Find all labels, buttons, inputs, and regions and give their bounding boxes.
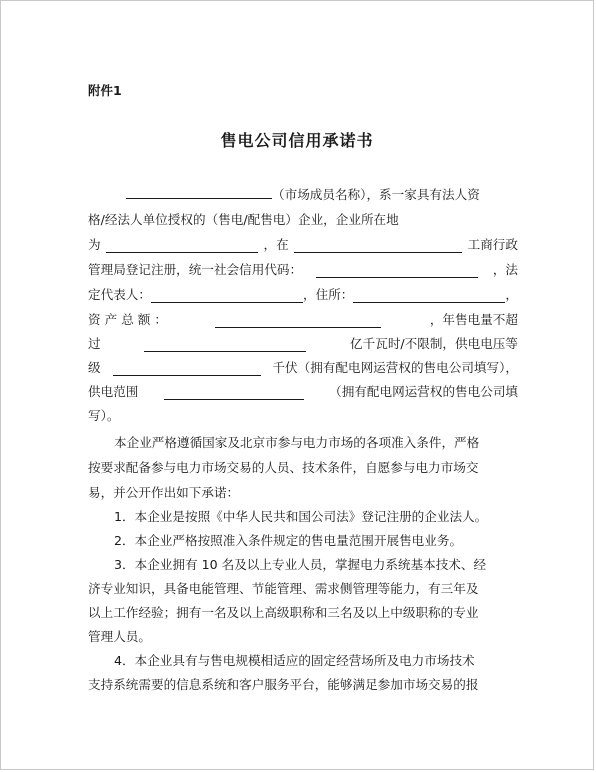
form-line-4: 管理局登记注册，统一社会信用代码： ，法 [88,262,518,277]
commitment-3-line-4: 管理人员。 [88,629,151,644]
form-line-5: 定代表人： ，住所： ， [88,287,518,302]
total-assets-blank[interactable] [215,315,381,328]
intro-line-1: 本企业严格遵循国家及北京市参与电力市场的各项准入条件，严格 [114,435,480,450]
form-line-1: （市场成员名称），系一家具有法人资 [88,186,518,202]
supply-area-blank[interactable] [164,387,304,400]
location-blank[interactable] [106,240,258,253]
commitment-2: 2．本企业严格按照准入条件规定的售电量范围开展售电业务。 [114,533,463,548]
form-line-2: 格/经法人单位授权的（售电/配售电）企业，企业所在地 [88,212,399,227]
attachment-label: 附件1 [88,83,122,98]
document-title: 售电公司信用承诺书 [220,131,374,150]
legal-rep-blank[interactable] [151,290,303,303]
form-line-8: 级 千伏（拥有配电网运营权的售电公司填写）， [88,360,518,375]
registration-authority-blank[interactable] [294,240,462,253]
voltage-level-blank[interactable] [113,363,261,376]
form-line-6: 资 产 总 额 ： ，年售电量不超 [88,312,518,327]
form-line-7: 过 亿千瓦时/不限制，供电电压等 [88,336,518,351]
form-line-10: 写）。 [88,408,120,423]
commitment-3-line-2: 济专业知识，具备电能管理、节能管理、需求侧管理等能力，有三年及 [88,581,479,596]
form-line-3: 为 ，在 工商行政 [88,237,518,252]
credit-code-blank[interactable] [316,265,478,278]
member-name-blank[interactable] [126,186,272,199]
commitment-3-line-3: 以上工作经验；拥有一名及以上高级职称和三名及以上中级职称的专业 [88,605,479,620]
commitment-1: 1．本企业是按照《中华人民共和国公司法》登记注册的企业法人。 [114,509,488,524]
intro-line-3: 易，并公开作出如下承诺： [88,485,240,500]
form-line-9: 供电范围 （拥有配电网运营权的售电公司填 [88,384,518,399]
sales-volume-blank[interactable] [144,339,306,352]
intro-line-2: 按要求配备参与电力市场交易的人员、技术条件，自愿参与电力市场交 [88,460,479,475]
address-blank[interactable] [353,290,505,303]
commitment-4-line-2: 支持系统需要的信息系统和客户服务平台，能够满足参加市场交易的报 [88,677,479,692]
commitment-4-line-1: 4．本企业具有与售电规模相适应的固定经营场所及电力市场技术 [114,653,475,668]
commitment-3-line-1: 3．本企业拥有 10 名及以上专业人员，掌握电力系统基本技术、经 [114,557,487,572]
